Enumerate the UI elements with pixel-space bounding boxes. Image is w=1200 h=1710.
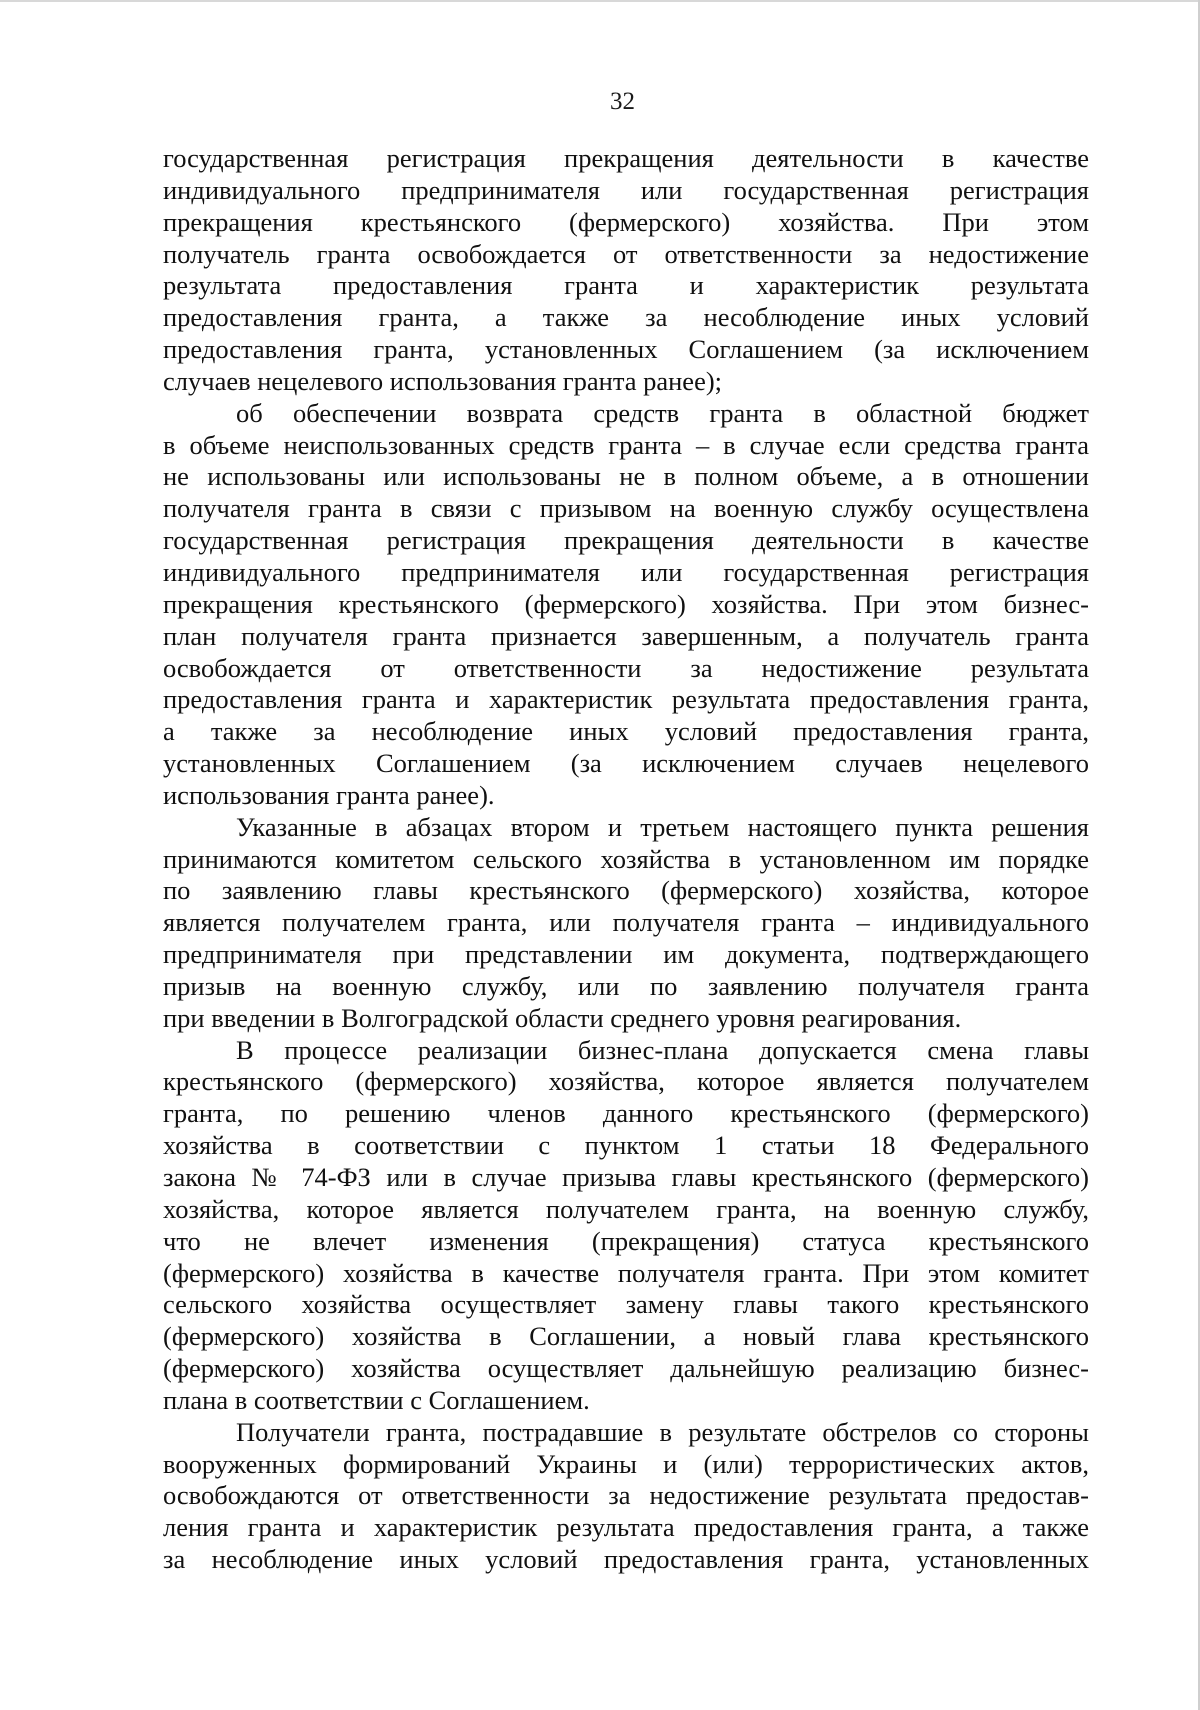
text-line: освобождаются от ответственности за недостижение результата предостав- bbox=[163, 1480, 1089, 1511]
text-line: хозяйства в соответствии с пунктом 1 статьи 18 Федерального bbox=[163, 1130, 1089, 1161]
text-line: не использованы или использованы не в полном объеме, а в отношении bbox=[163, 461, 1089, 492]
text-line: государственная регистрация прекращения деятельности в качестве bbox=[163, 525, 1089, 556]
text-line: В процессе реализации бизнес-плана допускается смена главы bbox=[236, 1034, 1089, 1065]
text-line: установленных Соглашением (за исключением случаев нецелевого bbox=[163, 748, 1089, 779]
body-text bbox=[163, 143, 1089, 1576]
text-line: индивидуального предпринимателя или государственная регистрация bbox=[163, 556, 1089, 587]
text-line: Указанные в абзацах втором и третьем настоящего пункта решения bbox=[236, 811, 1089, 842]
text-line: призыв на военную службу, или по заявлению получателя гранта bbox=[163, 970, 1089, 1001]
text-line: об обеспечении возврата средств гранта в областной бюджет bbox=[236, 397, 1089, 428]
text-line: результата предоставления гранта и характеристик результата bbox=[163, 270, 1089, 301]
text-line: в объеме неиспользованных средств гранта – в случае если средства гранта bbox=[163, 429, 1089, 460]
text-line: предоставления гранта, а также за несоблюдение иных условий bbox=[163, 302, 1089, 333]
text-line: за несоблюдение иных условий предоставления гранта, установленных bbox=[163, 1544, 1089, 1575]
text-line: прекращения крестьянского (фермерского) хозяйства. При этом бизнес- bbox=[163, 588, 1089, 619]
page-number: 32 bbox=[610, 88, 635, 115]
text-line: предоставления гранта, установленных Соглашением (за исключением bbox=[163, 334, 1089, 365]
text-line: предпринимателя при представлении им документа, подтверждающего bbox=[163, 939, 1089, 970]
text-line: (фермерского) хозяйства осуществляет дальнейшую реализацию бизнес- bbox=[163, 1353, 1089, 1384]
text-line: при введении в Волгоградской области среднего уровня реагирования. bbox=[163, 1002, 962, 1033]
text-line: крестьянского (фермерского) хозяйства, которое является получателем bbox=[163, 1066, 1089, 1097]
text-line: является получателем гранта, или получателя гранта – индивидуального bbox=[163, 907, 1089, 938]
text-line: сельского хозяйства осуществляет замену главы такого крестьянского bbox=[163, 1289, 1089, 1320]
text-line: Получатели гранта, пострадавшие в результате обстрелов со стороны bbox=[236, 1416, 1089, 1447]
text-line: плана в соответствии с Соглашением. bbox=[163, 1384, 590, 1415]
text-line: план получателя гранта признается завершенным, а получатель гранта bbox=[163, 620, 1089, 651]
scan-edge-top bbox=[0, 0, 1200, 2]
text-line: закона № 74-ФЗ или в случае призыва главы крестьянского (фермерского) bbox=[163, 1162, 1089, 1192]
text-line: (фермерского) хозяйства в Соглашении, а новый глава крестьянского bbox=[163, 1321, 1089, 1352]
text-line: освобождается от ответственности за недостижение результата bbox=[163, 652, 1089, 683]
text-line: использования гранта ранее). bbox=[163, 779, 495, 810]
text-line: по заявлению главы крестьянского (фермерского) хозяйства, которое bbox=[163, 875, 1089, 906]
text-line: предоставления гранта и характеристик результата предоставления гранта, bbox=[163, 684, 1089, 715]
text-line: гранта, по решению членов данного крестьянского (фермерского) bbox=[163, 1098, 1089, 1129]
text-line: государственная регистрация прекращения деятельности в качестве bbox=[163, 143, 1089, 173]
text-line: получатель гранта освобождается от ответственности за недостижение bbox=[163, 238, 1089, 269]
text-line: ления гранта и характеристик результата предоставления гранта, а также bbox=[163, 1512, 1089, 1543]
text-line: (фермерского) хозяйства в качестве получателя гранта. При этом комитет bbox=[163, 1257, 1089, 1288]
text-line: прекращения крестьянского (фермерского) хозяйства. При этом bbox=[163, 206, 1089, 237]
text-line: что не влечет изменения (прекращения) статуса крестьянского bbox=[163, 1225, 1089, 1256]
text-line: индивидуального предпринимателя или государственная регистрация bbox=[163, 174, 1089, 205]
text-line: хозяйства, которое является получателем гранта, на военную службу, bbox=[163, 1193, 1089, 1224]
text-line: получателя гранта в связи с призывом на военную службу осуществлена bbox=[163, 493, 1089, 524]
text-line: вооруженных формирований Украины и (или) террористических актов, bbox=[163, 1448, 1089, 1479]
text-line: а также за несоблюдение иных условий предоставления гранта, bbox=[163, 716, 1089, 747]
text-line: случаев нецелевого использования гранта ранее); bbox=[163, 365, 723, 396]
text-line: принимаются комитетом сельского хозяйства в установленном им порядке bbox=[163, 843, 1089, 874]
